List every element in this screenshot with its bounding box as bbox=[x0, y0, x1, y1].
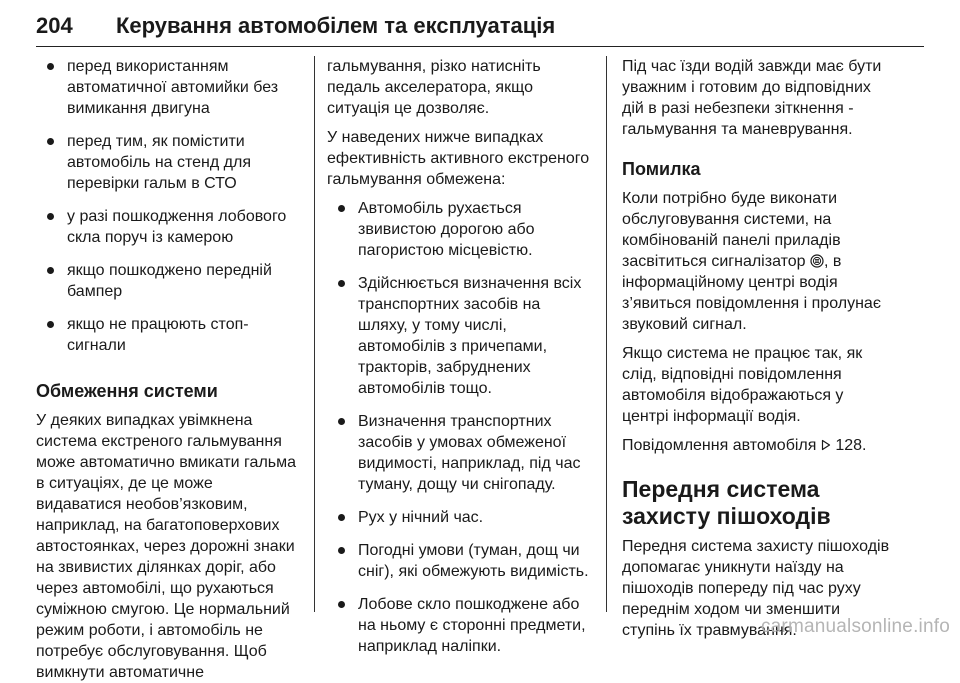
brake-service-warning-icon bbox=[810, 254, 824, 268]
list-item: перед тим, як помістити автомобіль на стенд для перевірки гальм в СТО bbox=[36, 131, 302, 194]
list-item: Погодні умови (туман, дощ чи сніг), які обмежують видимість. bbox=[327, 540, 592, 582]
list-item: Визначення транспортних засобів у умовах обмеженої видимості, наприклад, під час туману, дощу чи снігопаду. bbox=[327, 411, 592, 495]
section-heading-system-limits: Обмеження системи bbox=[36, 381, 218, 401]
page-header bbox=[36, 6, 924, 47]
column-divider bbox=[314, 56, 315, 612]
chapter-title: Керування автомобілем та експлуатація bbox=[116, 13, 556, 38]
list-item: у разі пошкодження лобового скла поруч із камерою bbox=[36, 206, 302, 248]
paragraph: Передня система захисту пішоходів допомагає уникнути наїзду на пішоходів попереду під час руху переднім ходом чи зменшити ступінь їх травмування. bbox=[622, 538, 890, 639]
column-divider bbox=[606, 56, 607, 612]
section-heading-pedestrian-protection: Передня система захисту пішоходів bbox=[622, 476, 831, 529]
paragraph-text: Коли потрібно буде виконати обслуговування системи, на комбінованій панелі приладів засвітиться сигналізатор bbox=[622, 190, 841, 270]
paragraph-text: , в інформаційному центрі водія з’явиться повідомлення і пролунає звуковий сигнал. bbox=[622, 253, 881, 333]
list-item: якщо пошкоджено передній бампер bbox=[36, 260, 302, 302]
list-item: перед використанням автоматичної автомийки без вимикання двигуна bbox=[36, 56, 302, 119]
page-number: 204 bbox=[36, 13, 73, 38]
section-heading-fault: Помилка bbox=[622, 159, 701, 179]
list-item: Лобове скло пошкоджене або на ньому є сторонні предмети, наприклад наліпки. bbox=[327, 594, 592, 657]
list-item: якщо не працюють стоп-сигнали bbox=[36, 314, 302, 356]
paragraph: У деяких випадках увімкнена система екстреного гальмування може автоматично вмикати гальма в ситуаціях, де це може видаватися необов’язковим, наприклад, на багатоповерхових автостоянках, через дорожні знаки на звивистих ділянках доріг, або через автомобілі, що рухаються суміжною смугою. Це нормальний режим роботи, і автомобіль не потребує обслуговування. Щоб вимкнути автоматичне bbox=[36, 412, 297, 681]
paragraph: У наведених нижче випадках ефективність активного екстреного гальмування обмежена: bbox=[327, 129, 590, 188]
column-middle bbox=[327, 56, 592, 655]
list-item: Здійснюється визначення всіх транспортних засобів на шляху, у тому числі, автомобілів з причепами, тракторів, забруднених автомобілів тощо. bbox=[327, 273, 592, 399]
list-item: Рух у нічний час. bbox=[327, 507, 592, 528]
paragraph-text: Повідомлення автомобіля bbox=[622, 437, 817, 454]
paragraph: Під час їзди водій завжди має бути уважним і готовим до відповідних дій в разі небезпеки зіткнення - гальмування та маневрування. bbox=[622, 58, 882, 138]
list-item: Автомобіль рухається звивистою дорогою або пагористою місцевістю. bbox=[327, 198, 592, 261]
paragraph bbox=[622, 435, 890, 456]
paragraph: гальмування, різко натисніть педаль акселератора, якщо ситуація це дозволяє. bbox=[327, 58, 541, 117]
column-left bbox=[36, 56, 302, 681]
arrow-reference-icon bbox=[821, 439, 831, 451]
page-reference[interactable]: 128. bbox=[835, 437, 867, 454]
paragraph bbox=[622, 188, 890, 335]
paragraph: Якщо система не працює так, як слід, відповідні повідомлення автомобіля відображаються у центрі інформації водія. bbox=[622, 345, 863, 425]
watermark: carmanualsonline.info bbox=[760, 616, 950, 637]
